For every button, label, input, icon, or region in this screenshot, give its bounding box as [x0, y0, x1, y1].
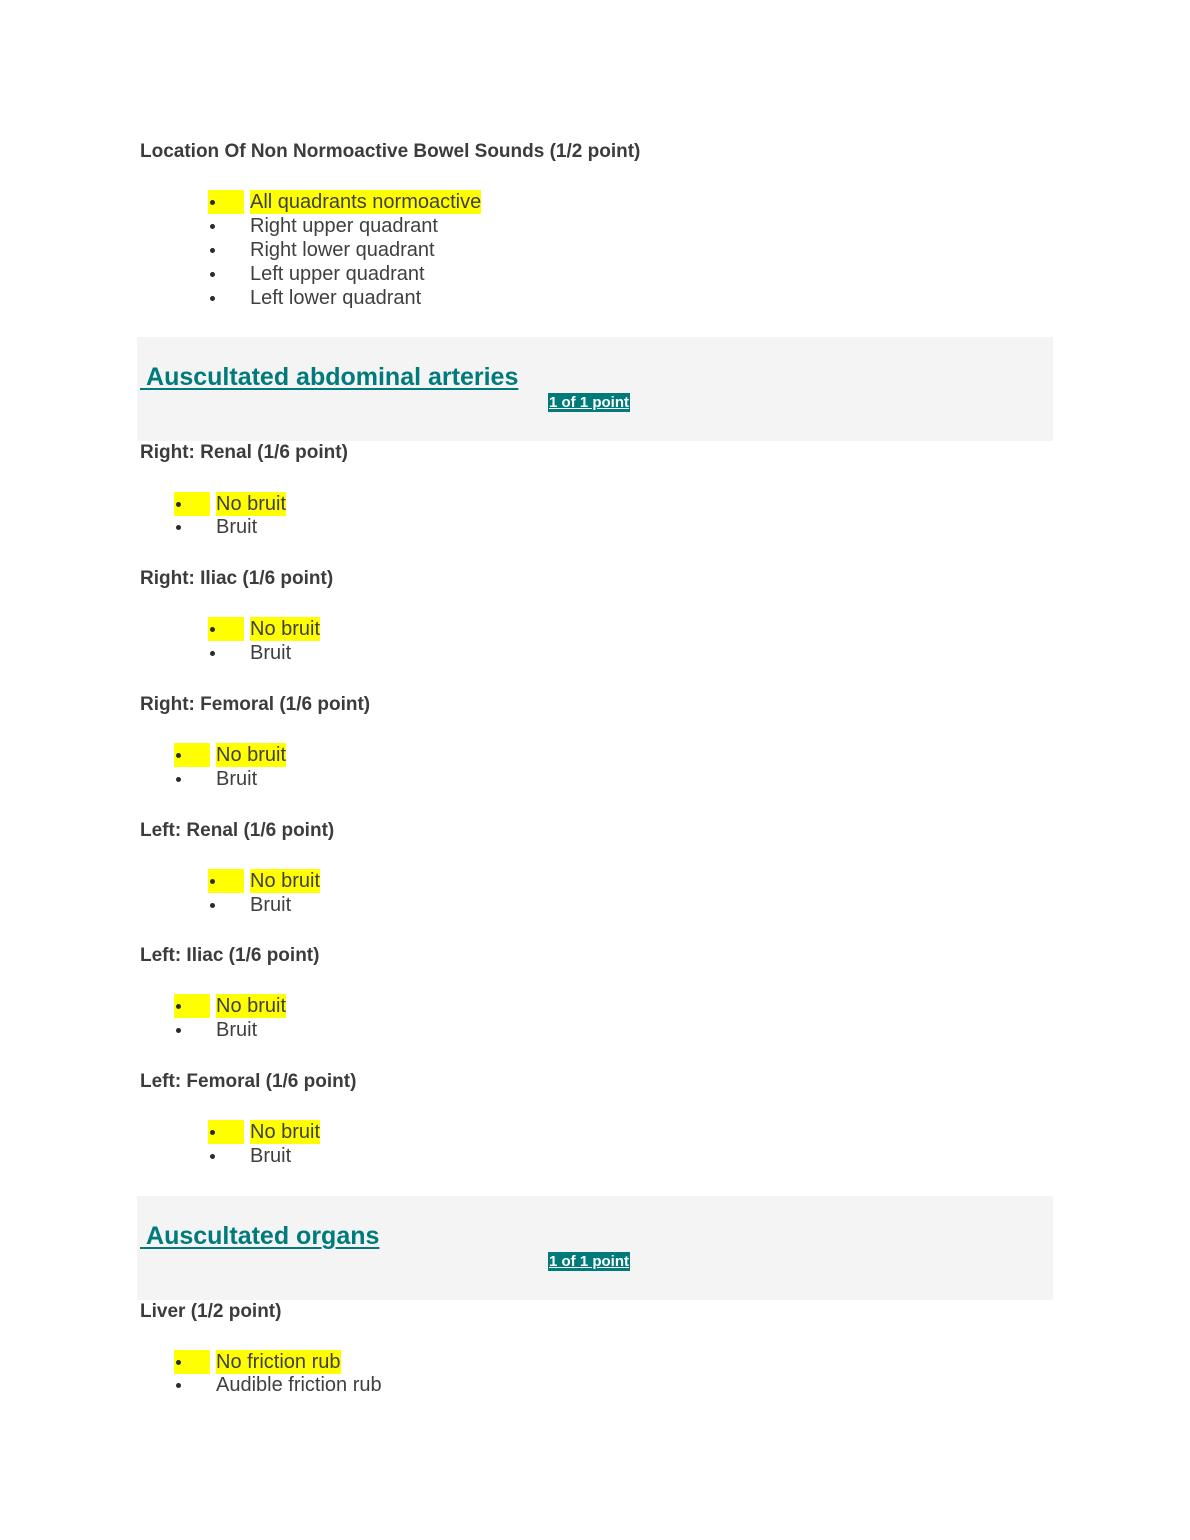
option-label: No bruit	[250, 618, 321, 640]
option-audible-friction-rub[interactable]	[174, 1373, 382, 1397]
option-no-bruit[interactable]	[208, 617, 320, 641]
option-all-quadrants-normoactive[interactable]	[208, 190, 481, 214]
bullet-icon	[208, 893, 244, 917]
question-label-liver: Liver (1/2 point)	[140, 1301, 282, 1322]
option-bruit[interactable]	[208, 893, 291, 917]
bullet-icon	[208, 641, 244, 665]
bullet-icon	[208, 190, 244, 214]
question-label-right-renal: Right: Renal (1/6 point)	[140, 442, 348, 463]
bullet-icon	[208, 262, 244, 286]
option-label: Left upper quadrant	[250, 263, 425, 285]
option-label: No bruit	[250, 870, 321, 892]
bullet-icon	[208, 617, 244, 641]
section-title-link[interactable]: Auscultated organs	[140, 1222, 380, 1250]
bullet-icon	[174, 994, 210, 1018]
bullet-icon	[208, 238, 244, 262]
score-badge: 1 of 1 point	[549, 394, 629, 411]
option-label: Left lower quadrant	[250, 287, 422, 309]
option-no-bruit[interactable]	[174, 994, 286, 1018]
option-label: Bruit	[250, 642, 292, 664]
option-bruit[interactable]	[174, 515, 257, 539]
question-label-left-femoral: Left: Femoral (1/6 point)	[140, 1071, 357, 1092]
bullet-icon	[208, 1120, 244, 1144]
option-no-friction-rub[interactable]	[174, 1350, 341, 1374]
option-label: Bruit	[250, 1145, 292, 1167]
section-title-link[interactable]: Auscultated abdominal arteries	[140, 363, 519, 391]
option-no-bruit[interactable]	[174, 492, 286, 516]
option-label: No bruit	[250, 1121, 321, 1143]
option-right-upper-quadrant[interactable]	[208, 214, 438, 238]
option-right-lower-quadrant[interactable]	[208, 238, 435, 262]
option-label: No bruit	[216, 744, 287, 766]
bullet-icon	[208, 869, 244, 893]
option-no-bruit[interactable]	[208, 869, 320, 893]
question-label-right-iliac: Right: Iliac (1/6 point)	[140, 568, 334, 589]
question-label-left-iliac: Left: Iliac (1/6 point)	[140, 945, 320, 966]
option-label: Right lower quadrant	[250, 239, 435, 261]
option-label: All quadrants normoactive	[250, 191, 482, 213]
bullet-icon	[174, 743, 210, 767]
bullet-icon	[174, 492, 210, 516]
option-label: Right upper quadrant	[250, 215, 438, 237]
option-no-bruit[interactable]	[174, 743, 286, 767]
bullet-icon	[174, 1350, 210, 1374]
bullet-icon	[208, 1144, 244, 1168]
option-bruit[interactable]	[208, 641, 291, 665]
score-badge: 1 of 1 point	[549, 1253, 629, 1270]
bullet-icon	[174, 515, 210, 539]
section-header-auscultated-organs	[137, 1196, 1053, 1300]
option-bruit[interactable]	[208, 1144, 291, 1168]
option-label: Bruit	[216, 516, 258, 538]
question-label-left-renal: Left: Renal (1/6 point)	[140, 820, 335, 841]
option-label: Audible friction rub	[216, 1374, 382, 1396]
option-left-upper-quadrant[interactable]	[208, 262, 425, 286]
bullet-icon	[174, 1018, 210, 1042]
bullet-icon	[174, 767, 210, 791]
bullet-icon	[208, 214, 244, 238]
option-label: Bruit	[250, 894, 292, 916]
option-bruit[interactable]	[174, 1018, 257, 1042]
bullet-icon	[174, 1373, 210, 1397]
option-label: No bruit	[216, 995, 287, 1017]
option-no-bruit[interactable]	[208, 1120, 320, 1144]
question-label-bowel-sounds: Location Of Non Normoactive Bowel Sounds (1/2 point)	[140, 141, 641, 162]
section-header-abdominal-arteries	[137, 337, 1053, 441]
bullet-icon	[208, 286, 244, 310]
question-label-right-femoral: Right: Femoral (1/6 point)	[140, 694, 371, 715]
option-left-lower-quadrant[interactable]	[208, 286, 421, 310]
option-bruit[interactable]	[174, 767, 257, 791]
option-label: No bruit	[216, 493, 287, 515]
option-label: No friction rub	[216, 1351, 341, 1373]
option-label: Bruit	[216, 1019, 258, 1041]
option-label: Bruit	[216, 768, 258, 790]
